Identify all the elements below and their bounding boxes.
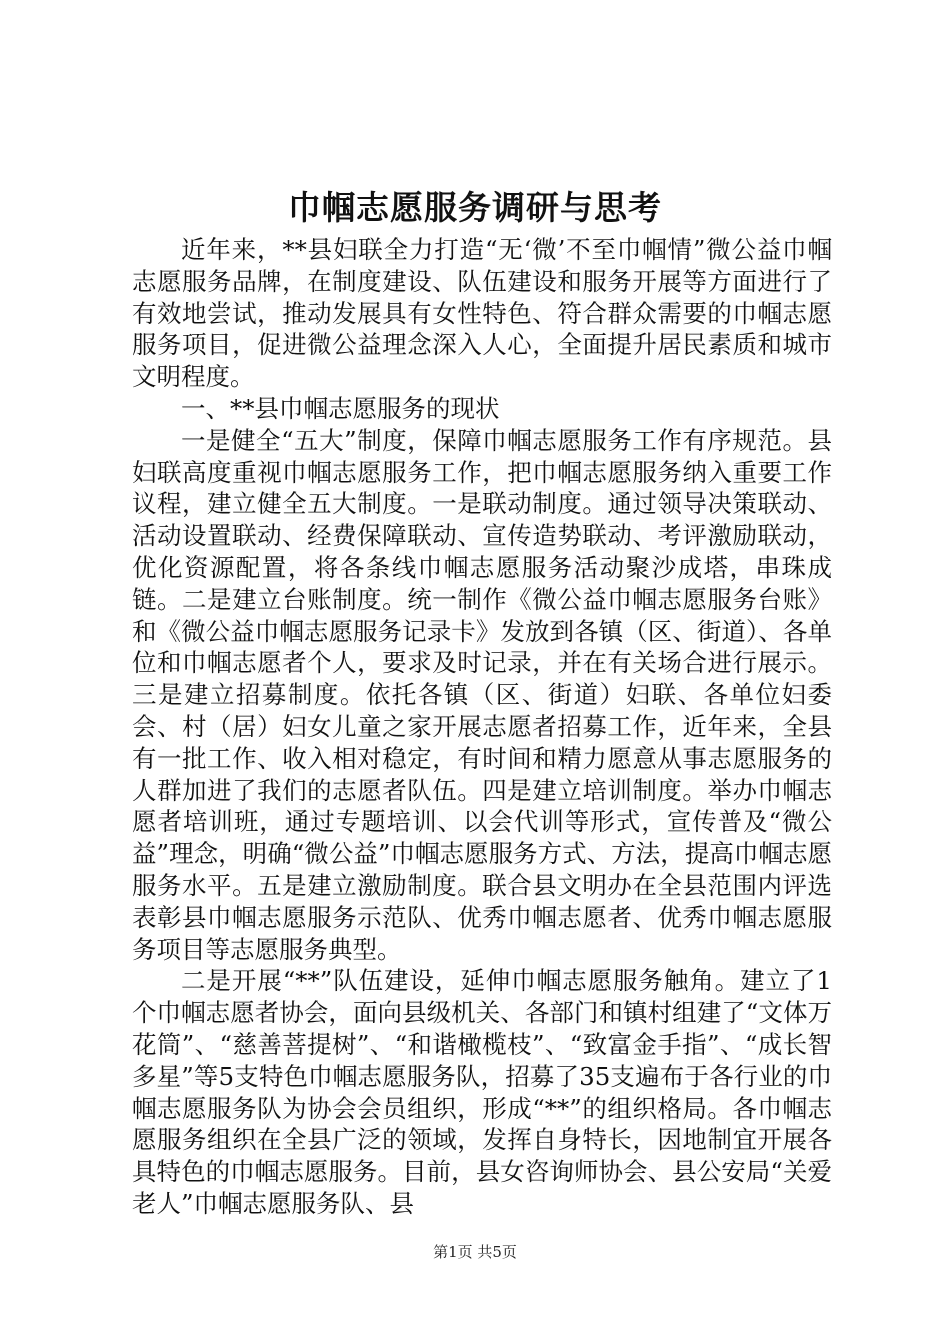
paragraph-intro: 近年来，**县妇联全力打造“无‘微’不至巾帼情”微公益巾帼志愿服务品牌，在制度建设、队伍建设和服务开展等方面进行了有效地尝试，推动发展具有女性特色、符合群众需要的巾帼志愿服务项目，促进微公益理念深入人心，全面提升居民素质和城市文明程度。 bbox=[132, 235, 832, 392]
document-body bbox=[132, 234, 832, 1220]
section-heading: 一、**县巾帼志愿服务的现状 bbox=[181, 393, 500, 423]
paragraph-five-systems: 一是健全“五大”制度，保障巾帼志愿服务工作有序规范。县妇联高度重视巾帼志愿服务工作，把巾帼志愿服务纳入重要工作议程，建立健全五大制度。一是联动制度。通过领导决策联动、活动设置联动、经费保障联动、宣传造势联动、考评激励联动，优化资源配置，将各条线巾帼志愿服务活动聚沙成塔，串珠成链。二是建立台账制度。统一制作《微公益巾帼志愿服务台账》和《微公益巾帼志愿服务记录卡》发放到各镇（区、街道）、各单位和巾帼志愿者个人，要求及时记录，并在有关场合进行展示。三是建立招募制度。依托各镇（区、街道）妇联、各单位妇委会、村（居）妇女儿童之家开展志愿者招募工作，近年来，全县有一批工作、收入相对稳定，有时间和精力愿意从事志愿服务的人群加进了我们的志愿者队伍。四是建立培训制度。举办巾帼志愿者培训班，通过专题培训、以会代训等形式，宣传普及“微公益”理念，明确“微公益”巾帼志愿服务方式、方法，提高巾帼志愿服务水平。五是建立激励制度。联合县文明办在全县范围内评选表彰县巾帼志愿服务示范队、优秀巾帼志愿者、优秀巾帼志愿服务项目等志愿服务典型。 bbox=[132, 425, 832, 964]
document-title: 巾帼志愿服务调研与思考 bbox=[288, 188, 662, 227]
paragraph-team-building: 二是开展“**”队伍建设，延伸巾帼志愿服务触角。建立了1个巾帼志愿者协会，面向县级机关、各部门和镇村组建了“文体万花筒”、“慈善菩提树”、“和谐橄榄枝”、“致富金手指”、“成长智多星”等5支特色巾帼志愿服务队，招募了35支遍布于各行业的巾帼志愿服务队为协会会员组织，形成“**”的组织格局。各巾帼志愿服务组织在全县广泛的领域，发挥自身特长，因地制宜开展各具特色的巾帼志愿服务。目前，县女咨询师协会、县公安局“关爱老人”巾帼志愿服务队、县 bbox=[132, 966, 832, 1218]
page-number-footer: 第1页 共5页 bbox=[433, 1243, 517, 1261]
